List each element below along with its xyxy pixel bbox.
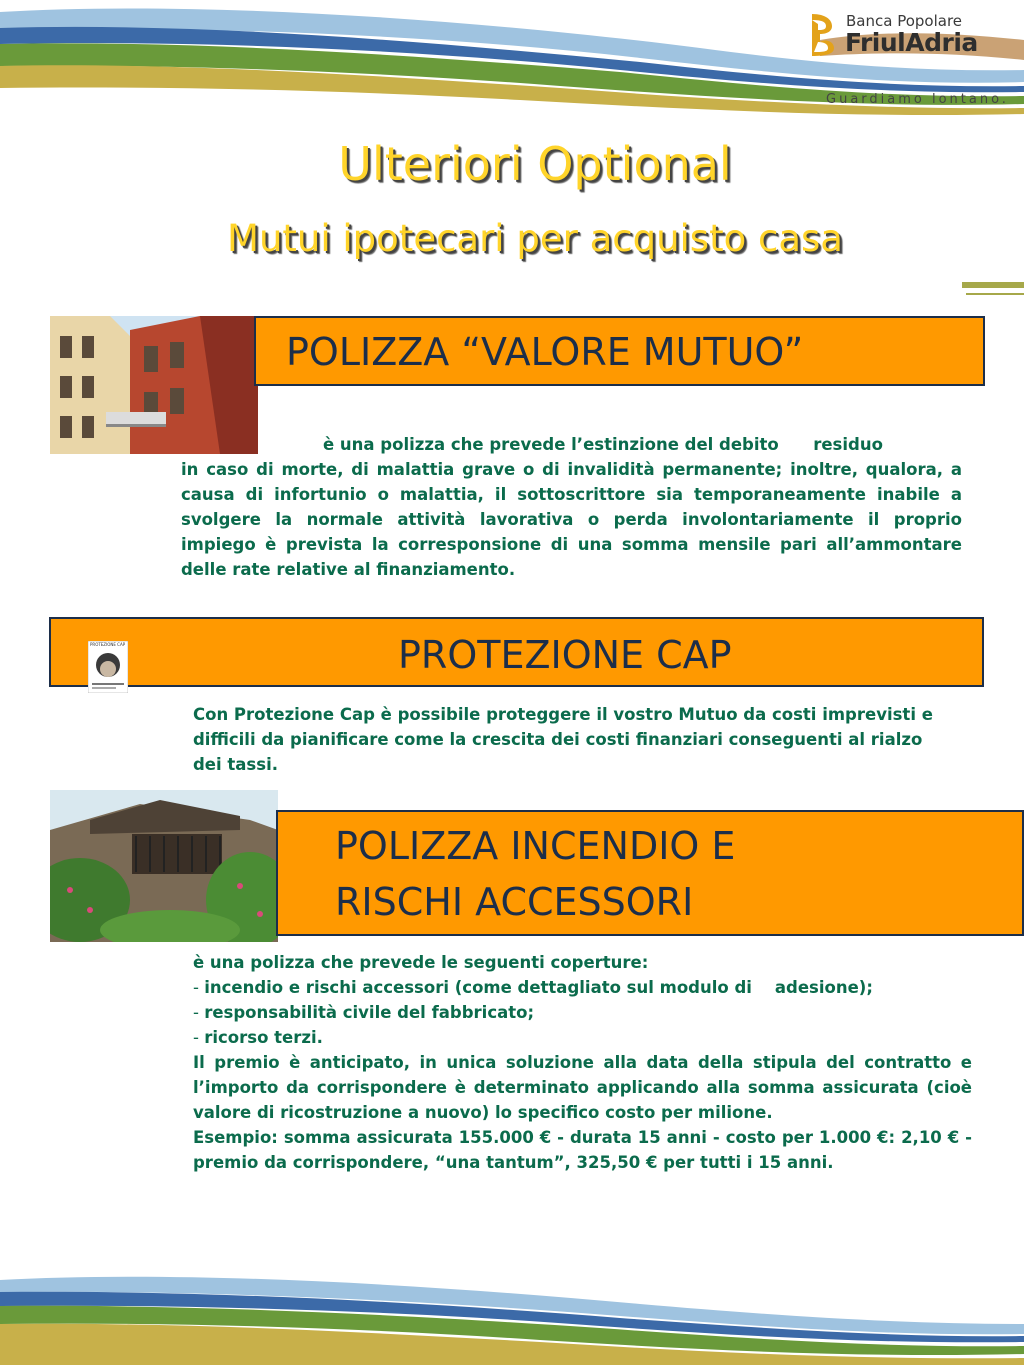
bullet-dash: - xyxy=(193,1028,205,1047)
title-divider xyxy=(962,282,1024,288)
incendio-intro: è una polizza che prevede le seguenti coperture: xyxy=(193,953,649,972)
section-heading-incendio-line2: RISCHI ACCESSORI xyxy=(335,880,694,924)
incendio-bullet-1 xyxy=(193,975,972,1000)
page-subtitle: Mutui ipotecari per acquisto casa xyxy=(227,217,843,260)
bank-logo-icon xyxy=(808,12,838,56)
section-heading-incendio xyxy=(335,818,735,930)
protezione-cap-thumbnail xyxy=(88,641,128,693)
incendio-premium: Il premio è anticipato, in unica soluzione alla data della stipula del contratto e l’importo da corrispondere è determinato applicando alla somma assicurata (cioè valore di ricostruzione a nuovo) lo specifico costo per milione. xyxy=(193,1053,972,1122)
section-heading-protezione-cap: PROTEZIONE CAP xyxy=(398,633,732,677)
valore-mutuo-text xyxy=(181,432,962,582)
protezione-cap-text: Con Protezione Cap è possibile proteggere il vostro Mutuo da costi imprevisti e difficili da pianificare come la crescita dei costi finanziari conseguenti al rialzo dei tassi. xyxy=(193,705,933,774)
section-heading-incendio-line1: POLIZZA INCENDIO E xyxy=(335,824,736,868)
incendio-bullet-1-text: incendio e rischi accessori (come dettagliato sul modulo di adesione); xyxy=(204,978,873,997)
title-divider-thin xyxy=(966,293,1024,295)
bank-logo xyxy=(800,8,1010,58)
incendio-bullet-2 xyxy=(193,1000,972,1025)
bullet-dash: - xyxy=(193,978,205,997)
tagline: Guardiamo lontano. xyxy=(826,92,1009,107)
incendio-example: Esempio: somma assicurata 155.000 € - durata 15 anni - costo per 1.000 €: 2,10 € - premio da corrispondere, “una tantum”, 325,50 € per tutti i 15 anni. xyxy=(193,1128,972,1172)
protezione-cap-thumb-label: PROTEZIONE CAP xyxy=(90,642,126,647)
page-title: Ulteriori Optional xyxy=(338,137,732,191)
logo-brand-name: FriulAdria xyxy=(845,28,978,57)
valore-mutuo-line1: è una polizza che prevede l’estinzione del debito residuo xyxy=(323,435,883,454)
incendio-bullet-3 xyxy=(193,1025,972,1050)
logo-bank-name: Banca Popolare xyxy=(846,12,963,30)
stone-house-photo xyxy=(50,790,278,942)
incendio-bullet-2-text: responsabilità civile del fabbricato; xyxy=(204,1003,535,1022)
incendio-bullet-3-text: ricorso terzi. xyxy=(204,1028,323,1047)
valore-mutuo-body: in caso di morte, di malattia grave o di invalidità permanente; inoltre, qualora, a causa di infortunio o malattia, il sottoscrittore sia temporaneamente inabile a svolgere la normale attività lavorativa o perda involontariamente il proprio impiego è prevista la corresponsione di una somma mensile pari all’ammontare delle rate relative al finanziamento. xyxy=(181,460,962,579)
bullet-dash: - xyxy=(193,1003,205,1022)
footer-landscape-wave xyxy=(0,1270,1024,1365)
incendio-text xyxy=(193,950,972,1175)
section-heading-valore-mutuo: POLIZZA “VALORE MUTUO” xyxy=(286,330,804,374)
